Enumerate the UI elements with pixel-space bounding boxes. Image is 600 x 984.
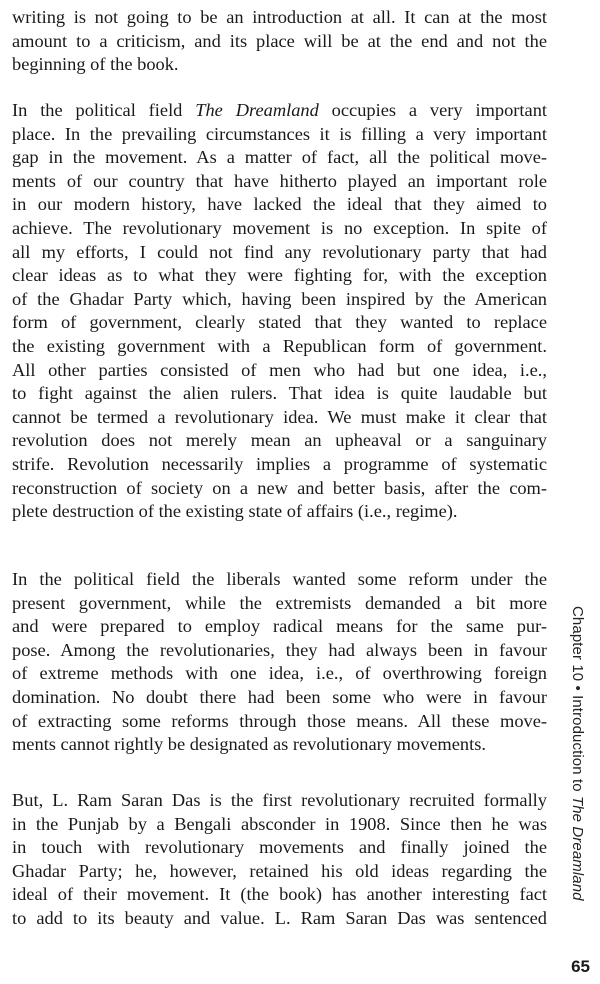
text-line: In the political field The Dreamland occupies a very important	[12, 100, 547, 120]
text-line: and were prepared to employ radical means for the same pur-	[12, 616, 547, 637]
paragraph	[12, 789, 547, 931]
text-line: cannot be termed a revolutionary idea. We must make it clear that	[12, 406, 547, 427]
text-line: gap in the movement. As a matter of fact, all the political move-	[12, 147, 547, 168]
text-line: form of government, clearly stated that they wanted to replace	[12, 312, 547, 333]
text-line: writing is not going to be an introduction at all. It can at the most	[12, 7, 547, 27]
text-line: of the Ghadar Party which, having been inspired by the American	[12, 288, 547, 309]
text-line: plete destruction of the existing state of affairs (i.e., regime).	[12, 501, 458, 522]
text-line: place. In the prevailing circumstances it is filling a very important	[12, 123, 547, 144]
text-line: domination. No doubt there had been some who were in favour	[12, 686, 547, 707]
paragraph	[12, 99, 547, 524]
running-head-title: The Dreamland	[569, 795, 586, 901]
page-number: 65	[571, 957, 590, 976]
running-head-prefix: Chapter 10 • Introduction to	[569, 606, 586, 796]
text-line: to add to its beauty and value. L. Ram Saran Das was sentenced	[12, 907, 547, 928]
text-line: revolution does not merely mean an upheaval or a sanguinary	[12, 430, 547, 451]
paragraph	[12, 6, 547, 77]
text-line: In the political field the liberals wanted some reform under the	[12, 569, 547, 589]
text-line: Ghadar Party; he, however, retained his old ideas regarding the	[12, 860, 547, 881]
text-line: in the Punjab by a Bengali absconder in 1908. Since then he was	[12, 813, 547, 834]
running-head	[569, 606, 586, 901]
text-line: ideal of their movement. It (the book) has another interesting fact	[12, 884, 547, 905]
text-line: All other parties consisted of men who had but one idea, i.e.,	[12, 359, 547, 380]
book-title: The Dreamland	[195, 100, 319, 120]
text-line: pose. Among the revolutionaries, they had always been in favour	[12, 639, 547, 660]
text-line: to fight against the alien rulers. That idea is quite laudable but	[12, 383, 547, 404]
text-line: in our modern history, have lacked the ideal that they aimed to	[12, 194, 547, 215]
text-line: in touch with revolutionary movements and finally joined the	[12, 837, 547, 858]
text-line: But, L. Ram Saran Das is the first revolutionary recruited formally	[12, 790, 547, 810]
text-line: ments of our country that have hitherto played an important role	[12, 170, 547, 191]
text-line: strife. Revolution necessarily implies a programme of systematic	[12, 453, 547, 474]
text-line: clear ideas as to what they were fighting for, with the exception	[12, 265, 547, 286]
text-line: of extracting some reforms through those means. All these move-	[12, 710, 547, 731]
text-line: ments cannot rightly be designated as revolutionary movements.	[12, 734, 486, 755]
paragraph	[12, 568, 547, 757]
text-line: all my efforts, I could not find any revolutionary party that had	[12, 241, 547, 262]
text-line: beginning of the book.	[12, 54, 179, 75]
text-line: present government, while the extremists demanded a bit more	[12, 592, 547, 613]
text-line: of extreme methods with one idea, i.e., of overthrowing foreign	[12, 663, 547, 684]
text-line: reconstruction of society on a new and better basis, after the com-	[12, 477, 547, 498]
text-line: the existing government with a Republican form of government.	[12, 335, 547, 356]
text-line: amount to a criticism, and its place will be at the end and not the	[12, 30, 547, 51]
text-line: achieve. The revolutionary movement is no exception. In spite of	[12, 217, 547, 238]
